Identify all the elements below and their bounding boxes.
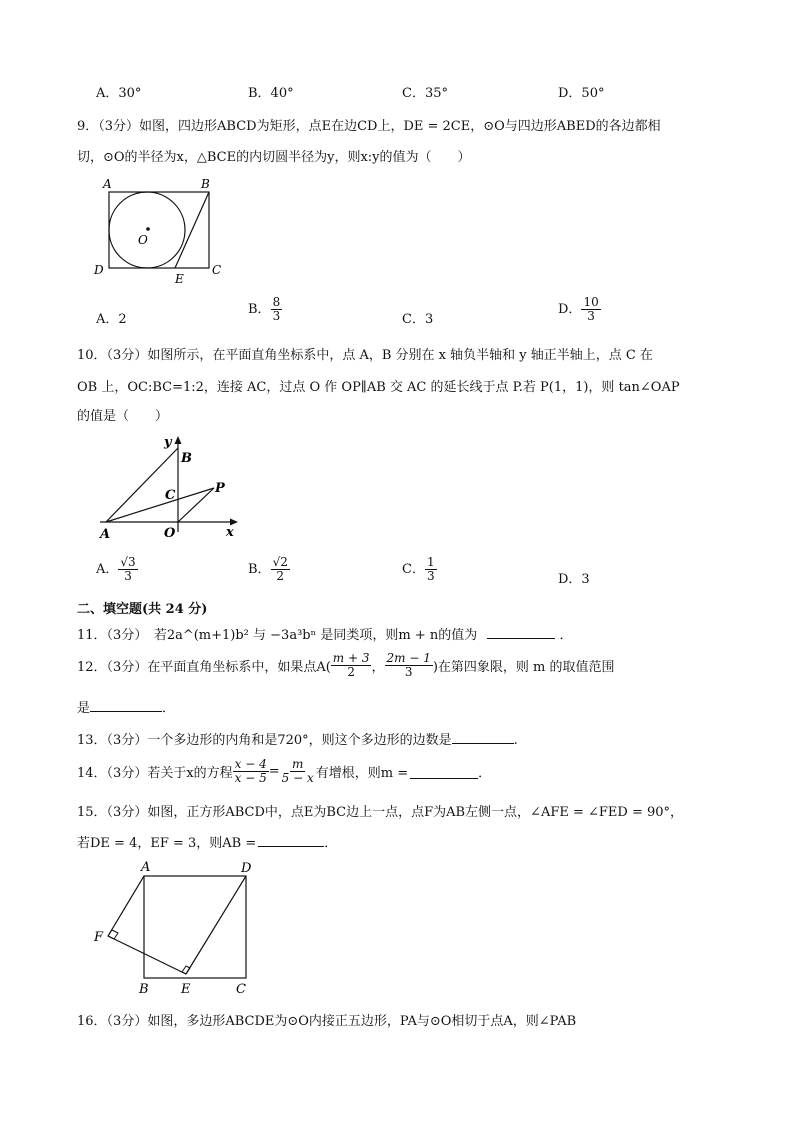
answer-blank[interactable] [487,625,555,639]
q15-figure [90,856,260,998]
q10-option-a [96,556,138,583]
fraction-denominator: 3 [426,569,435,583]
answer-blank[interactable] [258,833,324,847]
q10-option-b-fraction [271,556,290,583]
q9-line2: 切，⊙O的半径为x，△BCE的内切圆半径为y，则x:y的值为（ ） [77,150,471,165]
q13 [77,729,518,748]
q10-option-d: D．3 [558,572,590,587]
q10-figure [92,432,252,544]
label-p: P [215,481,225,496]
label-e: E [181,982,191,997]
q12-fraction-1 [331,652,372,679]
q13-text: 13．（3分）一个多边形的内角和是720°，则这个多边形的边数是 [77,733,452,748]
label-b: B [201,177,210,191]
label-e: E [175,272,184,286]
q10-option-c [402,556,437,583]
q14-equals: = [268,764,280,779]
q8-option-b: B．40° [248,86,294,101]
q12-prefix: 12．（3分）在平面直角坐标系中，如果点A( [77,660,331,675]
q12 [77,652,615,679]
answer-blank[interactable] [452,730,514,744]
q14-fraction-2 [280,758,316,785]
label-a: A [100,527,111,542]
q9-option-d-prefix: D． [558,302,582,317]
fraction-numerator: √2 [272,555,288,569]
label-c: C [236,982,246,997]
label-a: A [141,860,151,875]
q16: 16．（3分）如图，多边形ABCDE为⊙O内接正五边形，PA与⊙O相切于点A，则∠PAB [77,1014,577,1029]
q14-fraction-1 [233,758,269,785]
q11-text: 11．（3分） 若2a^(m+1)b² 与 −3a³bⁿ 是同类项，则m + n的值为 [77,628,478,643]
label-c: C [165,488,176,503]
fraction-numerator: m + 3 [332,651,370,665]
answer-blank[interactable] [410,765,478,779]
q9-option-b-fraction [271,296,283,323]
q10-option-b [248,556,290,583]
center-point-o [146,227,150,231]
q14 [77,758,491,785]
q10-option-c-fraction [425,556,437,583]
q9-option-c: C．3 [402,312,434,327]
segment-ed [186,876,246,974]
q15-line1: 15．（3分）如图，正方形ABCD中，点E为BC边上一点，点F为AB左侧一点，∠AFE = ∠FED = 90°， [77,805,684,820]
label-x: x [226,525,234,540]
segment-af [108,876,144,936]
q9-option-b-prefix: B． [248,302,271,317]
label-b: B [181,451,192,466]
q10-option-a-fraction [118,556,137,583]
q10-line3: 的值是（ ） [77,409,169,424]
q12-separator: ， [371,660,385,675]
q11-end: ． [559,628,573,643]
right-angle-mark-f [108,930,118,939]
q9-option-d [558,296,601,323]
fraction-denominator: 3 [272,309,281,323]
fraction-numerator: √3 [120,555,136,569]
label-y: y [164,435,172,450]
right-angle-mark-e [182,966,190,974]
fraction-numerator: 8 [272,295,281,309]
q13-end: . [513,733,518,748]
q8-option-c: C．35° [402,86,448,101]
label-b: B [139,982,149,997]
q15-line2-end: ． [324,836,338,851]
segment-fe [108,936,186,974]
q12-line2-prefix: 是 [77,701,91,716]
label-d: D [241,861,252,876]
q9-figure [90,174,230,289]
q8-option-d: D．50° [558,86,605,101]
fraction-numerator: 1 [426,555,435,569]
rectangle-abcd [109,192,209,268]
q10-line2: OB 上，OC:BC=1:2，连接 AC，过点 O 作 OP∥AB 交 AC 的延长线于点 P.若 P(1，1)，则 tan∠OAP [77,380,680,395]
q14-prefix: 14．（3分）若关于x的方程 [77,766,233,781]
q8-option-a: A．30° [96,86,142,101]
fraction-numerator: 10 [583,295,599,309]
q14-suffix: 有增根，则m = [315,766,409,781]
fraction-denominator: 3 [124,569,132,583]
fraction-denominator: 3 [404,665,413,679]
q10-option-c-prefix: C． [402,562,425,577]
section-title: 二、填空题(共 24 分) [77,602,208,617]
q11 [77,624,573,643]
fraction-denominator: x − 5 [234,771,267,785]
q12-suffix: )在第四象限，则 m 的取值范围 [432,660,615,675]
y-axis-arrow [175,436,182,444]
label-a: A [103,177,112,191]
q10-option-a-prefix: A． [96,562,119,577]
label-f: F [94,930,104,945]
fraction-denominator: 3 [587,309,595,323]
q15-line2-text: 若DE = 4，EF = 3，则AB = [77,836,257,851]
label-o: O [138,233,148,247]
q12-line2-end: ． [162,701,176,716]
q9-option-d-fraction [581,296,600,323]
q10-option-b-prefix: B． [248,562,271,577]
label-d: D [94,263,104,277]
q15-line2 [77,832,337,851]
fraction-denominator: 5 − x [281,771,314,785]
q12-fraction-2 [385,652,433,679]
q9-line1: 9．（3分）如图，四边形ABCD为矩形，点E在边CD上，DE = 2CE，⊙O与四边形ABED的各边都相 [77,119,661,134]
q10-line1: 10．（3分）如图所示，在平面直角坐标系中，点 A，B 分别在 x 轴负半轴和 y 轴正半轴上，点 C 在 [77,348,653,363]
q9-option-a: A．2 [96,312,127,327]
q14-end: ． [478,766,492,781]
fraction-numerator: m [292,757,304,771]
label-o: O [164,526,176,541]
square-abcd [144,876,246,978]
segment-be [175,192,209,268]
fraction-denominator: 2 [276,569,285,583]
q9-option-b [248,296,282,323]
answer-blank[interactable] [90,698,162,712]
fraction-numerator: x − 4 [234,757,267,771]
fraction-denominator: 2 [347,665,355,679]
fraction-numerator: 2m − 1 [386,651,431,665]
label-c: C [212,263,222,277]
q12-line2 [77,697,175,716]
